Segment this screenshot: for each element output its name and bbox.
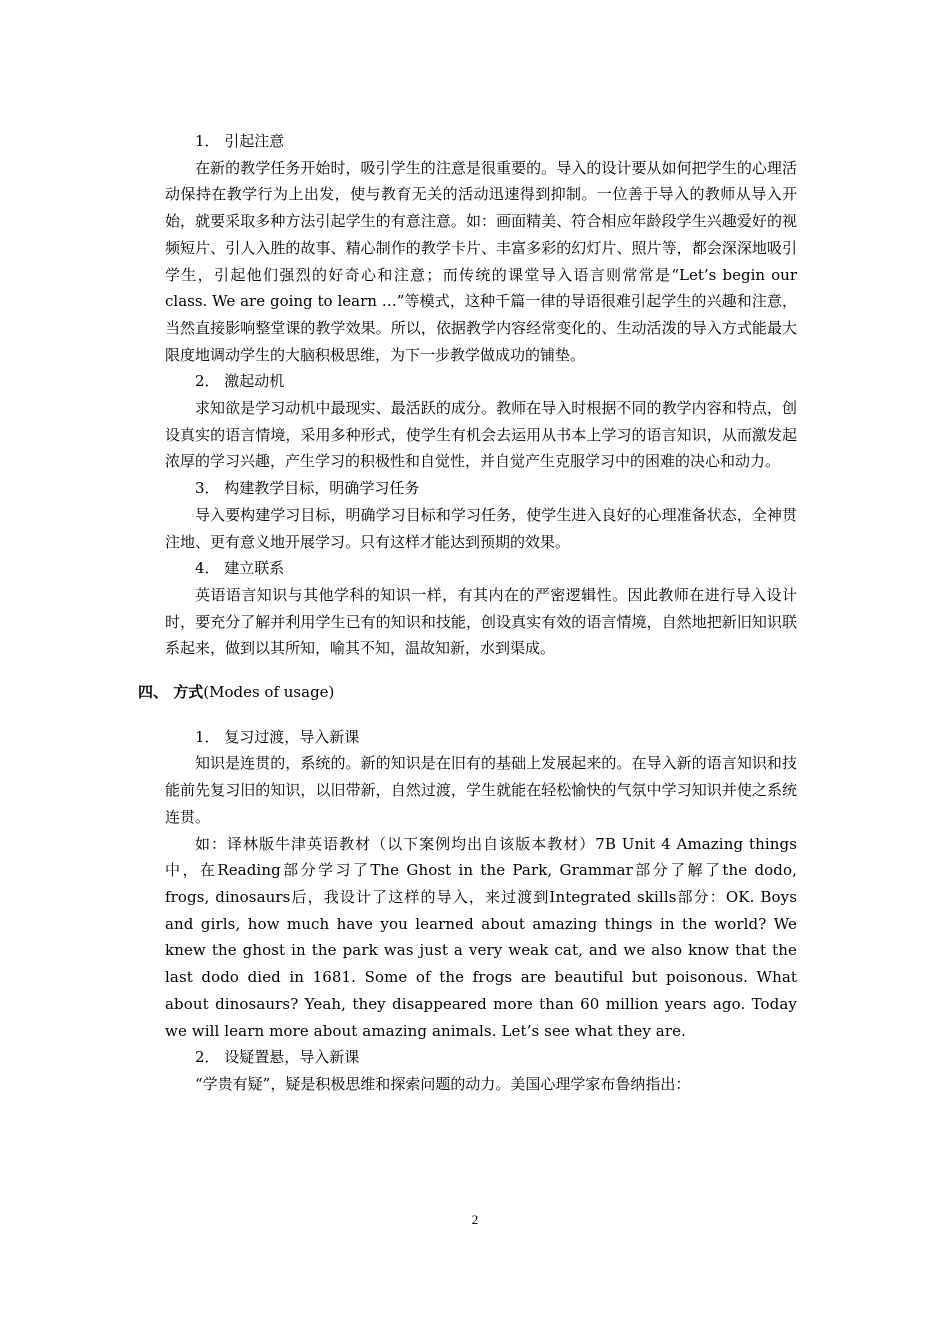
section-heading-goals: 3． 构建教学目标，明确学习任务: [195, 479, 420, 498]
paragraph-motivation: 求知欲是学习动机中最现实、最活跃的成分。教师在导入时根据不同的教学内容和特点，创设真实的语言情境，采用多种形式，使学生有机会去运用从书本上学习的语言知识，从而激发起浓厚的学习兴趣，产生学习的积极性和自觉性，并自觉产生克服学习中的困难的决心和动力。: [165, 399, 797, 471]
subsection-heading-question: 2． 设疑置悬，导入新课: [195, 1048, 360, 1067]
paragraph-example: 如：译林版牛津英语教材（以下案例均出自该版本教材）7B Unit 4 Amazing things中，在Reading部分学习了The Ghost in the Park, Grammar部分了解了the dodo, frogs, dinosaurs后，我设计了这样的导入，来过渡到Integrated skills部分：OK. Boys and girls, how much have you learned about amazing things in the world? We knew the ghost in the park was just a very weak cat, and we also know that the last dodo died in 1681. Some of the frogs are beautiful but poisonous. What about dinosaurs? Yeah, they disappeared more than 60 million years ago. Today we will learn more about amazing animals. Let’s see what they are.: [165, 834, 797, 1040]
document-body: [138, 128, 797, 1098]
section-four-title: [138, 679, 797, 706]
paragraph-review: 知识是连贯的，系统的。新的知识是在旧有的基础上发展起来的。在导入新的语言知识和技能前先复习旧的知识，以旧带新，自然过渡，学生就能在轻松愉快的气氛中学习知识并使之系统连贯。: [165, 754, 797, 826]
section-four-title-cn: 四、 方式: [138, 683, 204, 702]
subsection-heading-review: 1． 复习过渡，导入新课: [195, 727, 360, 746]
paragraph-goals: 导入要构建学习目标，明确学习目标和学习任务，使学生进入良好的心理准备状态，全神贯注地、更有意义地开展学习。只有这样才能达到预期的效果。: [165, 505, 797, 551]
section-heading-connection: 4． 建立联系: [195, 559, 285, 578]
paragraph-attention: 在新的教学任务开始时，吸引学生的注意是很重要的。导入的设计要从如何把学生的心理活动保持在教学行为上出发，使与教育无关的活动迅速得到抑制。一位善于导入的教师从导入开始，就要采取多种方法引起学生的有意注意。如：画面精美、符合相应年龄段学生兴趣爱好的视频短片、引人入胜的故事、精心制作的教学卡片、丰富多彩的幻灯片、照片等，都会深深地吸引学生，引起他们强烈的好奇心和注意；而传统的课堂导入语言则常常是“Let’s begin our class. We are going to learn …”等模式，这种千篇一律的导语很难引起学生的兴趣和注意，当然直接影响整堂课的教学效果。所以，依据教学内容经常变化的、生动活泼的导入方式能最大限度地调动学生的大脑积极思维，为下一步教学做成功的铺垫。: [165, 158, 797, 364]
paragraph-connection: 英语语言知识与其他学科的知识一样，有其内在的严密逻辑性。因此教师在进行导入设计时，要充分了解并利用学生已有的知识和技能，创设真实有效的语言情境，自然地把新旧知识联系起来，做到以其所知，喻其不知，温故知新，水到渠成。: [165, 585, 797, 658]
section-heading-attention: 1． 引起注意: [195, 132, 285, 150]
page-number: 2: [471, 1212, 479, 1227]
paragraph-question: “学贵有疑”，疑是积极思维和探索问题的动力。美国心理学家布鲁纳指出：: [195, 1074, 691, 1093]
section-heading-motivation: 2． 激起动机: [195, 372, 285, 391]
section-four-title-en: (Modes of usage): [203, 683, 335, 702]
